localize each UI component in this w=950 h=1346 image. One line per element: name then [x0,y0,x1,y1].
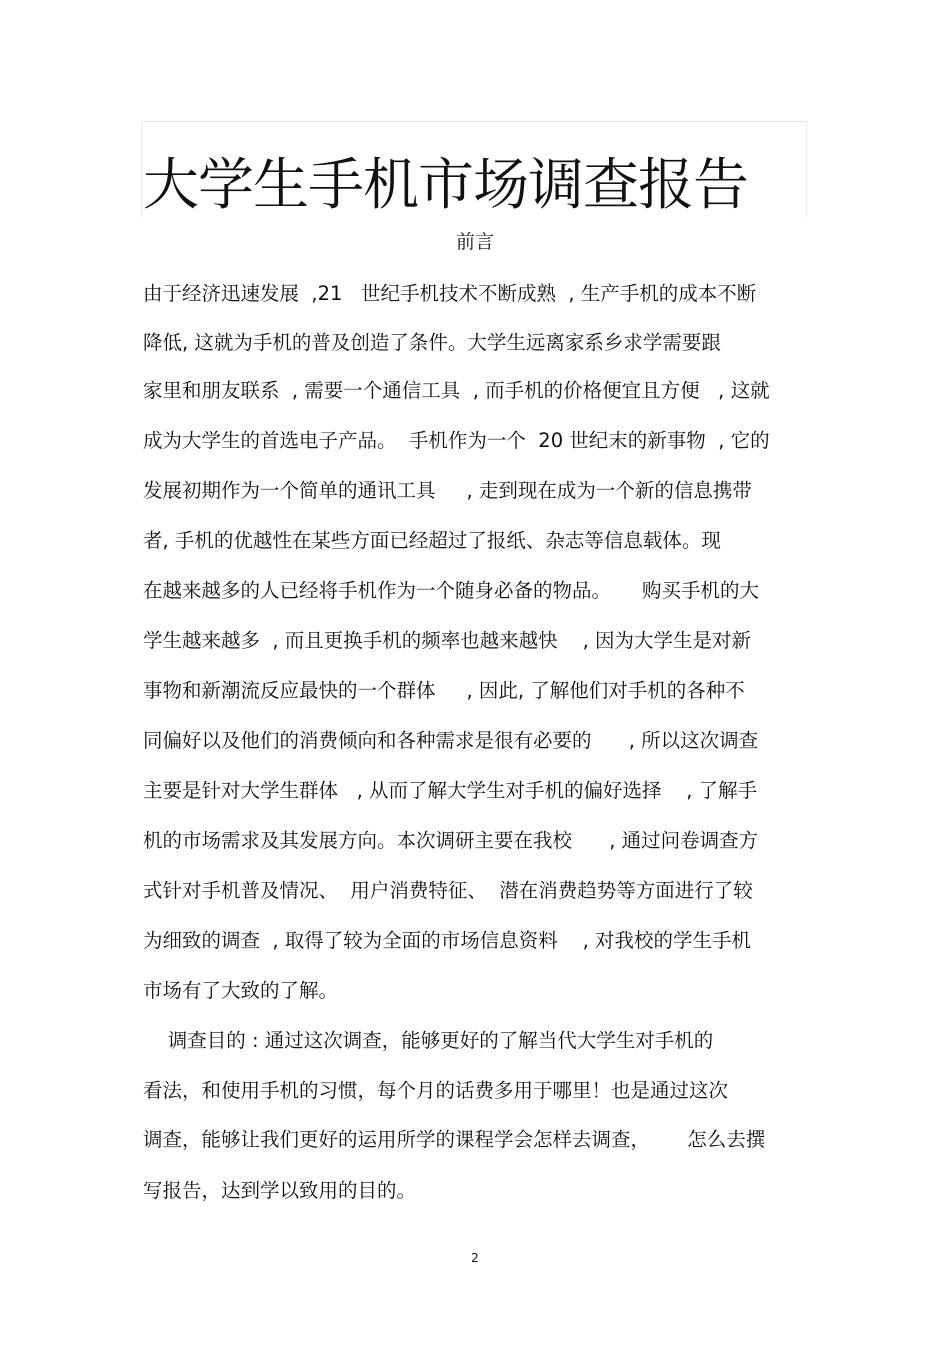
body-line: 为细致的调查 , 取得了较为全面的市场信息资料 , 对我校的学生手机 [143,929,751,952]
page-number: 2 [471,1251,479,1265]
body-line: 事物和新潮流反应最快的一个群体 , 因此, 了解他们对手机的各种不 [143,679,745,702]
body-line: 在越来越多的人已经将手机作为一个随身必备的物品。 购买手机的大 [143,579,759,602]
document-title: 大学生手机市场调查报告 [143,153,748,218]
body-line: 同偏好以及他们的消费倾向和各种需求是很有必要的 , 所以这次调查 [143,729,759,752]
body-line: 市场有了大致的了解。 [143,979,339,1002]
body-line: 发展初期作为一个简单的通讯工具 , 走到现在成为一个新的信息携带 [143,479,752,502]
body-line: 成为大学生的首选电子产品。 手机作为一个 20 世纪末的新事物 , 它的 [143,429,770,452]
body-line: 式针对手机普及情况、 用户消费特征、 潜在消费趋势等方面进行了较 [143,879,753,902]
body-line: 降低, 这就为手机的普及创造了条件。大学生远离家系乡求学需要跟 [143,331,721,354]
body-line: 看法，和使用手机的习惯，每个月的话费多用于哪里！也是通过这次 [143,1079,729,1102]
body-line: 家里和朋友联系 , 需要一个通信工具 , 而手机的价格便宜且方便 , 这就 [143,379,770,402]
body-line: 主要是针对大学生群体 , 从而了解大学生对手机的偏好选择 , 了解手 [143,779,758,802]
body-line: 调查目的 : 通过这次调查，能够更好的了解当代大学生对手机的 [143,1029,714,1052]
body-line: 由于经济迅速发展 ,21 世纪手机技术不断成熟 , 生产手机的成本不断 [143,282,757,305]
preface-heading: 前言 [455,231,494,253]
body-line: 学生越来越多 , 而且更换手机的频率也越来越快 , 因为大学生是对新 [143,629,751,652]
body-line: 机的市场需求及其发展方向。本次调研主要在我校 , 通过问卷调查方 [143,829,759,852]
body-line: 者, 手机的优越性在某些方面已经超过了报纸、杂志等信息载体。现 [143,529,721,552]
body-line: 调查，能够让我们更好的运用所学的课程学会怎样去调查， 怎么去撰 [143,1128,766,1151]
body-line: 写报告，达到学以致用的目的。 [143,1179,417,1202]
